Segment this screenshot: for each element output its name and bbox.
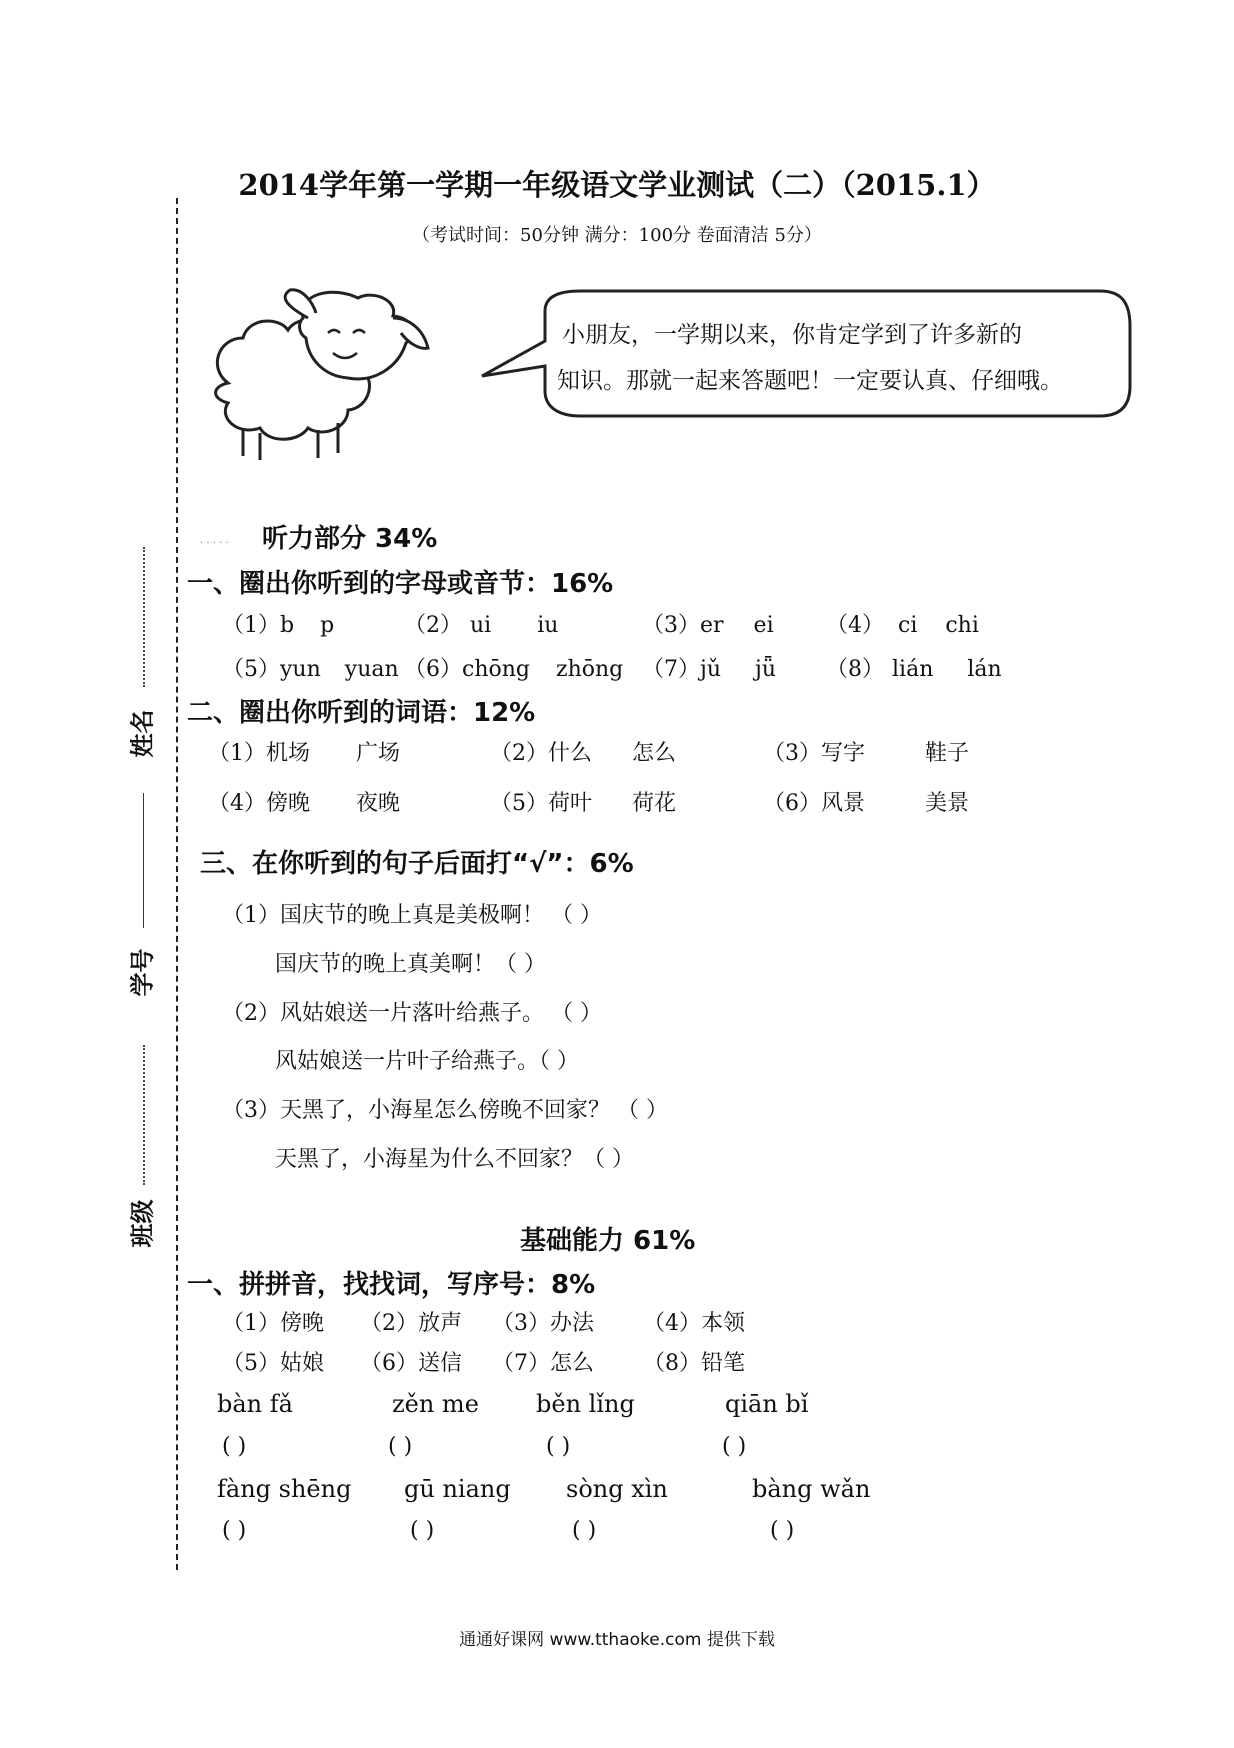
pinyin-6: gū niang xyxy=(404,1475,511,1503)
sheep-illustration xyxy=(198,288,448,468)
name-fill-line xyxy=(143,793,144,928)
q3-line-6: 天黑了，小海星为什么不回家？（ ） xyxy=(275,1147,634,1172)
q2-item-1: （1）机场 广场 xyxy=(208,741,401,766)
name-label: 姓名 xyxy=(127,709,157,758)
word-1: （1）傍晚 xyxy=(222,1311,324,1336)
bubble-line-2: 知识。那就一起来答题吧！一定要认真、仔细哦。 xyxy=(557,368,1063,394)
class-label: 班级 xyxy=(127,1199,157,1248)
footer-credit: 通通好课网 www.tthaoke.com 提供下载 xyxy=(459,1630,775,1650)
word-8: （8）铅笔 xyxy=(643,1351,745,1376)
listening-q3-title: 三、在你听到的句子后面打“√”：6% xyxy=(200,849,634,879)
q3-line-2: 国庆节的晚上真美啊！（ ） xyxy=(275,952,546,977)
class-field-dots xyxy=(143,1045,145,1185)
q1-item-8: （8） lián lán xyxy=(826,657,1002,682)
q1-item-7: （7）jǔ jǖ xyxy=(642,657,776,682)
blank-3[interactable]: ( ) xyxy=(546,1434,571,1459)
q1-item-4: （4） ci chi xyxy=(826,613,979,638)
pinyin-4: qiān bǐ xyxy=(725,1390,809,1418)
pinyin-5: fàng shēng xyxy=(217,1475,352,1503)
pinyin-3: běn lǐng xyxy=(536,1390,635,1418)
pinyin-2: zěn me xyxy=(392,1390,479,1418)
q1-item-6: （6）chōng zhōng xyxy=(404,657,624,682)
word-6: （6）送信 xyxy=(360,1351,462,1376)
listening-heading: 听力部分 34% xyxy=(262,524,438,554)
pinyin-1: bàn fǎ xyxy=(217,1390,293,1418)
word-5: （5）姑娘 xyxy=(222,1351,324,1376)
pinyin-8: bàng wǎn xyxy=(752,1475,871,1503)
q1-item-2: （2） ui iu xyxy=(404,613,559,638)
word-2: （2）放声 xyxy=(360,1311,462,1336)
q2-item-4: （4）傍晚 夜晚 xyxy=(208,791,401,816)
q3-line-3: （2）风姑娘送一片落叶给燕子。 （ ） xyxy=(222,1001,602,1026)
blank-7[interactable]: ( ) xyxy=(572,1518,597,1543)
blank-6[interactable]: ( ) xyxy=(410,1518,435,1543)
page-title: 2014学年第一学期一年级语文学业测试（二）（2015.1） xyxy=(238,168,996,202)
q2-item-5: （5）荷叶 荷花 xyxy=(490,791,677,816)
listening-q1-title: 一、圈出你听到的字母或音节：16% xyxy=(187,569,614,599)
basic-q1-title: 一、拼拼音，找找词，写序号：8% xyxy=(187,1270,596,1300)
q2-item-6: （6）风景 美景 xyxy=(763,791,970,816)
name-field-dots xyxy=(143,547,145,687)
q1-item-1: （1）b p xyxy=(222,613,335,638)
basic-heading: 基础能力 61% xyxy=(520,1226,696,1256)
pinyin-7: sòng xìn xyxy=(566,1475,668,1503)
q2-item-3: （3）写字 鞋子 xyxy=(763,741,970,766)
q1-item-3: （3）er ei xyxy=(642,613,774,638)
q3-line-5: （3）天黑了，小海星怎么傍晚不回家？ （ ） xyxy=(222,1098,668,1123)
blank-8[interactable]: ( ) xyxy=(770,1518,795,1543)
blank-4[interactable]: ( ) xyxy=(722,1434,747,1459)
student-number-label: 学号 xyxy=(127,948,157,997)
word-7: （7）怎么 xyxy=(492,1351,594,1376)
blank-1[interactable]: ( ) xyxy=(222,1434,247,1459)
word-3: （3）办法 xyxy=(492,1311,594,1336)
q1-item-5: （5）yun yuan xyxy=(222,657,399,682)
word-4: （4）本领 xyxy=(643,1311,745,1336)
binding-dashed-line xyxy=(176,198,178,1570)
listening-q2-title: 二、圈出你听到的词语：12% xyxy=(187,698,536,728)
blank-5[interactable]: ( ) xyxy=(222,1518,247,1543)
blank-2[interactable]: ( ) xyxy=(388,1434,413,1459)
q3-line-4: 风姑娘送一片叶子给燕子。（ ） xyxy=(275,1049,579,1074)
bubble-line-1: 小朋友，一学期以来，你肯定学到了许多新的 xyxy=(562,322,1022,348)
q3-line-1: （1）国庆节的晚上真是美极啊！ （ ） xyxy=(222,903,602,928)
exam-info: （考试时间：50分钟 满分：100分 卷面清洁 5分） xyxy=(412,225,822,246)
q2-item-2: （2）什么 怎么 xyxy=(490,741,677,766)
